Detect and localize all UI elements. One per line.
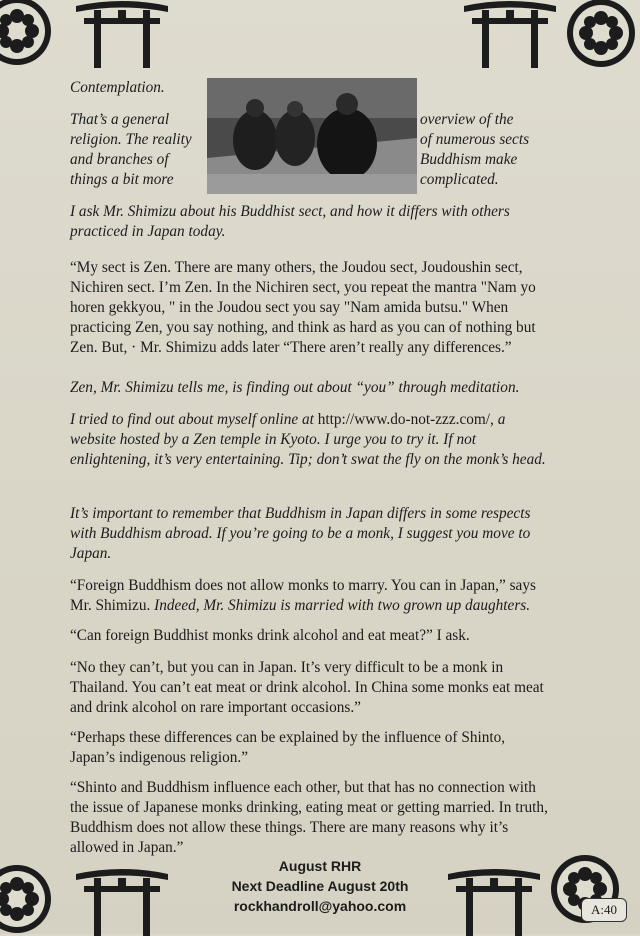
torii-gate-icon [462, 0, 558, 68]
monks-meditating-photo [207, 78, 417, 194]
wrap-left-line: religion. The reality [70, 131, 192, 148]
article-paragraph [70, 576, 560, 616]
wrap-text-left [70, 110, 206, 190]
family-crest-icon [564, 0, 638, 70]
article-paragraph: “Can foreign Buddhist monks drink alcohol and eat meat?” I ask. [70, 627, 470, 644]
article-paragraph: I ask Mr. Shimizu about his Buddhist sect, and how it differs with others practiced in Japan today. [70, 203, 510, 240]
footer-deadline: Next Deadline August 20th [231, 878, 409, 894]
wrap-right-line: Buddhism make [420, 151, 518, 168]
footer-email-link[interactable]: rockhandroll@yahoo.com [233, 898, 407, 914]
article-paragraph: It’s important to remember that Buddhism in Japan differs in some respects with Buddhism abroad. If you’re going to be a monk, I suggest you move to Japan. [70, 505, 531, 562]
article-paragraph [70, 410, 550, 470]
family-crest-icon [0, 862, 54, 936]
wrap-right-line: overview of the [420, 111, 514, 128]
footer-issue: August RHR [278, 858, 362, 874]
wrap-right-line: complicated. [420, 171, 499, 188]
website-url-link[interactable]: http://www.do-not-zzz.com/ [317, 411, 491, 428]
article-paragraph: “Shinto and Buddhism influence each other, but that has no connection with the issue of Japanese monks drinking, eating meat or getting married. In truth, Buddhism does not allow these things. There are many reasons why it’s allowed in Japan.” [70, 779, 548, 856]
page-number-badge: A:40 [581, 898, 627, 922]
paragraph-text: Indeed, Mr. Shimizu is married with two grown up daughters. [154, 597, 531, 614]
family-crest-icon [0, 0, 54, 68]
article-paragraph: “My sect is Zen. There are many others, the Joudou sect, Joudoushin sect, Nichiren sect. I’m Zen. In the Nichiren sect, you repeat the mantra "Nam yo horen gekkyou, " in the Joudou sect you say "Nam amida butsu." When practicing Zen, you say nothing, and think as hard as you can of nothing but Zen. But, · Mr. Shimizu adds later “There aren’t really any differences.” [70, 259, 536, 356]
wrap-left-line: things a bit more [70, 171, 174, 188]
article-paragraph: Zen, Mr. Shimizu tells me, is finding out about “you” through meditation. [70, 379, 520, 396]
article-opening-line: Contemplation. [70, 79, 165, 96]
article-paragraph: “Perhaps these differences can be explained by the influence of Shinto, Japan’s indigenous religion.” [70, 729, 506, 766]
paragraph-text: “Foreign Buddhism does not allow monks to marry. You can in Japan,” says Mr. Shimizu. [70, 577, 536, 614]
torii-gate-icon [74, 0, 170, 68]
wrap-left-line: and branches of [70, 151, 169, 168]
wrap-left-line: That’s a general [70, 111, 170, 128]
paragraph-text: , a website hosted by a Zen temple in Kyoto. I urge you to try it. If not enlightening, it’s very entertaining. Tip; don’t swat the fly on the monk’s head. [70, 411, 546, 468]
paragraph-text: I tried to find out about myself online at [70, 411, 318, 428]
torii-gate-icon [74, 864, 170, 936]
article-paragraph: “No they can’t, but you can in Japan. It’s very difficult to be a monk in Thailand. You can’t eat meat or drink alcohol. In China some monks eat meat and drink alcohol on rare important occasions.” [70, 659, 544, 716]
wrap-text-right [420, 110, 560, 190]
wrap-right-line: of numerous sects [420, 131, 530, 148]
